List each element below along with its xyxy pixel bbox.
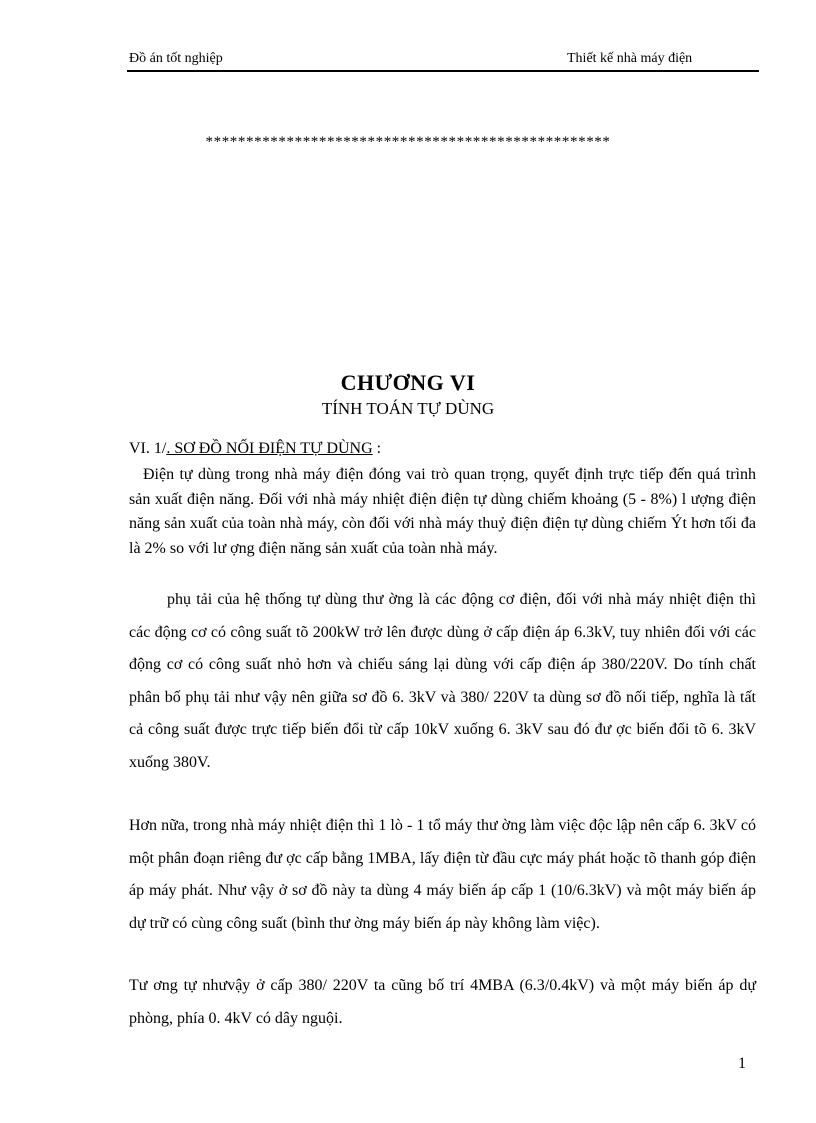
header-left-title: Đồ án tốt nghiệp (129, 51, 223, 66)
separator-line: ************************************************** (205, 134, 611, 150)
paragraph-3: Hơn nữa, trong nhà máy nhiệt điện thì 1 lò - 1 tổ máy thư ờng làm việc độc lập nên cấp 6. 3kV có một phân đoạn riêng đư ợc cấp bằng 1MBA, lấy điện từ đầu cực máy phát hoặc tõ thanh góp điện áp máy phát. Như vậy ở sơ đồ này ta dùng 4 máy biến áp cấp 1 (10/6.3kV) và một máy biến áp dự trữ có cùng công suất (bình thư ờng máy biến áp này không làm việc). (129, 817, 756, 932)
section-suffix: : (372, 440, 382, 457)
page-header (127, 50, 759, 72)
section-number: VI. 1/ (129, 440, 167, 457)
chapter-title: CHƯƠNG VI (340, 370, 476, 395)
paragraph-4: Tư ơng tự nhưvậy ở cấp 380/ 220V ta cũng bố trí 4MBA (6.3/0.4kV) và một máy biến áp dự phòng, phía 0. 4kV có dây nguội. (129, 977, 756, 1027)
paragraph-1: Điện tự dùng trong nhà máy điện đóng vai trò quan trọng, quyết định trực tiếp đến quá trình sản xuất điện năng. Đối với nhà máy nhiệt điện điện tự dùng chiếm khoảng (5 - 8%) l ượng điện năng sản xuất của toàn nhà máy, còn đối với nhà máy thuỷ điện điện tự dùng chiếm Ýt hơn tối đa là 2% so với lư ợng điện năng sản xuất của toàn nhà máy. (129, 466, 756, 557)
header-right-title: Thiết kế nhà máy điện (567, 51, 693, 66)
section-title: . SƠ ĐỒ NỐI ĐIỆN TỰ DÙNG (166, 440, 373, 457)
section-heading (129, 440, 381, 458)
chapter-subtitle: TÍNH TOÁN TỰ DÙNG (321, 399, 495, 418)
page-number: 1 (738, 1055, 746, 1072)
paragraph-2: phụ tải của hệ thống tự dùng thư ờng là các động cơ điện, đối với nhà máy nhiệt điện thì các động cơ có công suất tõ 200kW trở lên được dùng ở cấp điện áp 6.3kV, tuy nhiên đối với các động cơ có công suất nhỏ hơn và chiếu sáng lại dùng với cấp điện áp 380/220V. Do tính chất phân bố phụ tải như vậy nên giữa sơ đồ 6. 3kV và 380/ 220V ta dùng sơ đồ nối tiếp, nghĩa là tất cả công suất được trực tiếp biến đổi từ cấp 10kV xuống 6. 3kV sau đó đư ợc biến đổi tõ 6. 3kV xuống 380V. (129, 591, 756, 771)
